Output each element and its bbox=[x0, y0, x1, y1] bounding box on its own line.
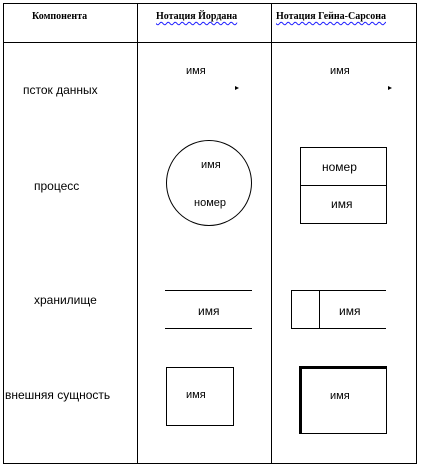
yourdon-external-entity bbox=[166, 367, 234, 426]
yourdon-store-top-line bbox=[165, 290, 252, 291]
yourdon-flow-name: имя bbox=[186, 65, 206, 77]
gs-process-divider bbox=[301, 185, 386, 186]
flow-arrowhead-icon bbox=[388, 86, 392, 90]
yourdon-store-bottom-line bbox=[165, 328, 252, 329]
gs-store-bottom-line bbox=[291, 328, 386, 329]
yourdon-process-number: номер bbox=[194, 197, 226, 209]
yourdon-process-name: имя bbox=[201, 159, 221, 171]
table-border-bottom bbox=[3, 463, 417, 464]
table-border-right bbox=[416, 3, 417, 464]
table-border-top bbox=[3, 3, 417, 4]
gs-store-id-divider bbox=[319, 290, 320, 329]
header-gane-sarson: Нотация Гейна-Сарсона bbox=[276, 11, 386, 22]
gs-store-name: имя bbox=[339, 304, 361, 318]
header-separator bbox=[3, 42, 417, 43]
row-label-external-entity: внешняя сущность bbox=[5, 388, 111, 402]
gs-entity-name: имя bbox=[330, 390, 350, 402]
table-border-left bbox=[3, 3, 4, 464]
row-label-data-flow: псток данных bbox=[23, 83, 98, 97]
gs-process-name: имя bbox=[331, 197, 353, 211]
gs-external-entity bbox=[299, 366, 387, 434]
yourdon-process-circle bbox=[166, 140, 252, 226]
gs-process-number: номер bbox=[322, 160, 357, 174]
gs-flow-name: имя bbox=[330, 65, 350, 77]
column-divider-1 bbox=[137, 3, 138, 464]
column-divider-2 bbox=[271, 3, 272, 464]
gs-process-box bbox=[300, 147, 387, 224]
gs-store-left-edge bbox=[291, 290, 292, 329]
row-label-process: процесс bbox=[34, 179, 80, 193]
yourdon-entity-name: имя bbox=[186, 389, 206, 401]
gs-store-top-line bbox=[291, 290, 386, 291]
flow-arrowhead-icon bbox=[235, 86, 239, 90]
header-yourdon: Нотация Йордана bbox=[156, 11, 238, 22]
row-label-data-store: хранилище bbox=[34, 293, 97, 307]
header-component: Компонента bbox=[32, 11, 88, 22]
yourdon-store-name: имя bbox=[198, 304, 220, 318]
